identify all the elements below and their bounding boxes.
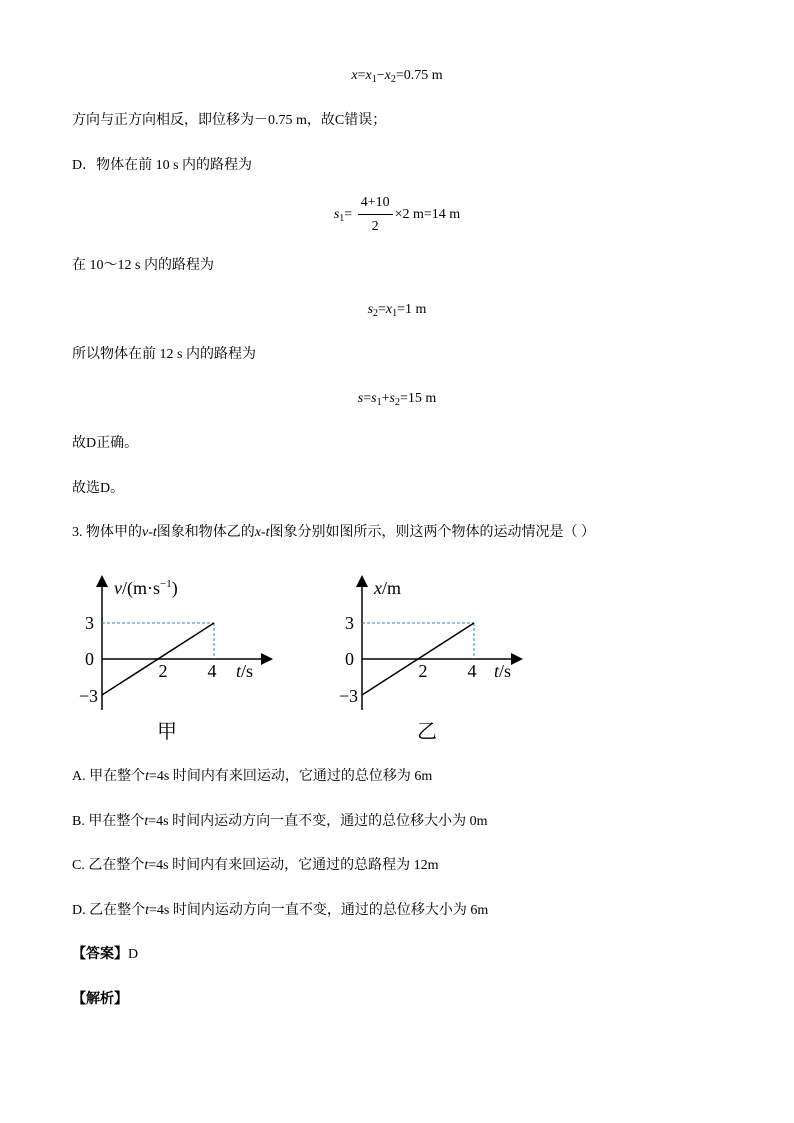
y-tick-label: −3 [78,686,98,706]
x-tick-label: 4 [467,661,477,681]
xt-label: x-t [254,525,270,540]
eq-subscript: 2 [373,308,379,319]
eq-symbol: x [385,302,393,317]
option-label: B. [72,814,85,829]
eq-subscript: 1 [392,308,398,319]
eq-symbol: x [365,68,372,83]
option-var: t [144,814,149,829]
option-d [72,902,488,920]
option-text: 乙在整个 [88,858,145,873]
analysis-tag: 【解析】 [72,992,128,1007]
fraction [358,194,393,236]
y-axis-label: x/m [374,578,402,598]
question-stem [72,524,595,542]
option-c [72,857,438,875]
eq-symbol: s [367,302,374,317]
x-tick-label: 4 [207,661,217,681]
option-a [72,768,432,786]
eq-symbol: x [351,68,358,83]
choose-text: 故选D。 [72,481,125,496]
eq-symbol: s [371,391,377,406]
fraction-denominator: 2 [371,219,379,234]
d-correct: 故D正确。 [72,436,139,451]
answer-line [72,946,138,964]
option-text: =4s 时间内运动方向一直不变，通过的总位移大小为 6m [149,903,489,918]
analysis-line [72,991,128,1009]
question-text: 图象和物体乙的 [156,525,255,540]
eq-result: =1 m [397,302,427,317]
eq-symbol: s [357,391,364,406]
option-text: =4s 时间内运动方向一直不变，通过的总位移大小为 0m [148,814,488,829]
vt-label: v-t [142,525,157,540]
answer-value: D [128,947,139,962]
eq-subscript: 1 [339,213,345,225]
option-text: 甲在整个 [89,769,146,784]
option-label: A. [72,769,86,784]
option-text: =4s 时间内有来回运动，它通过的总路程为 12m [148,858,439,873]
eq-symbol: s [333,207,340,223]
eq-operator: − [376,68,385,83]
d-intro: D．物体在前 10 s 内的路程为 [72,158,253,173]
option-b [72,813,487,831]
answer-tag: 【答案】 [72,947,128,962]
equation-displacement [0,67,794,85]
y-tick-label: 3 [345,613,354,633]
fraction-numerator: 4+10 [358,194,393,215]
y-axis-label: $v/(m\cdot s^{-1})$ [114,578,178,598]
sum-text: 所以物体在前 12 s 内的路程为 [72,347,256,362]
eq-sign: = [357,68,366,83]
x-tick-label: 2 [158,661,168,681]
eq-sign: = [344,207,353,223]
option-var: t [145,769,150,784]
option-text: 甲在整个 [88,814,145,829]
eq-subscript: 2 [394,397,400,408]
c-conclusion: 方向与正方向相反，即位移为－0.75 m，故C错误； [72,113,387,128]
option-label: D. [72,903,86,918]
range-text: 在 10～12 s 内的路程为 [72,258,214,273]
eq-result: =15 m [399,391,437,406]
option-text: =4s 时间内有来回运动，它通过的总位移为 6m [149,769,433,784]
y-tick-label: 0 [345,649,354,669]
option-label: C. [72,858,85,873]
y-tick-label: −3 [338,686,358,706]
graph-caption: 甲 [157,721,177,743]
graph-caption: 乙 [417,721,437,743]
eq-sign: = [378,302,386,317]
x-axis-label: t/s [236,661,254,681]
eq-subscript: 1 [376,397,382,408]
equation-s-total [0,390,794,408]
option-text: 乙在整个 [89,903,146,918]
eq-result: ×2 m=14 m [394,207,461,223]
eq-operator: + [381,391,390,406]
y-tick-label: 3 [85,613,94,633]
eq-symbol: x [384,68,391,83]
eq-result: =0.75 m [395,68,443,83]
eq-subscript: 1 [371,74,377,85]
vt-graph [70,570,290,750]
question-number: 3. [72,525,83,540]
question-text: 图象分别如图所示，则这两个物体的运动情况是（ ） [269,525,596,540]
equation-s1 [0,194,794,236]
eq-symbol: s [389,391,395,406]
question-text: 物体甲的 [86,525,142,540]
option-var: t [144,858,149,873]
y-tick-label: 0 [85,649,94,669]
xt-graph [330,570,540,750]
eq-subscript: 2 [390,74,396,85]
x-axis-label: t/s [494,661,512,681]
x-tick-label: 2 [418,661,428,681]
equation-s2 [0,301,794,319]
option-var: t [145,903,150,918]
eq-sign: = [363,391,372,406]
